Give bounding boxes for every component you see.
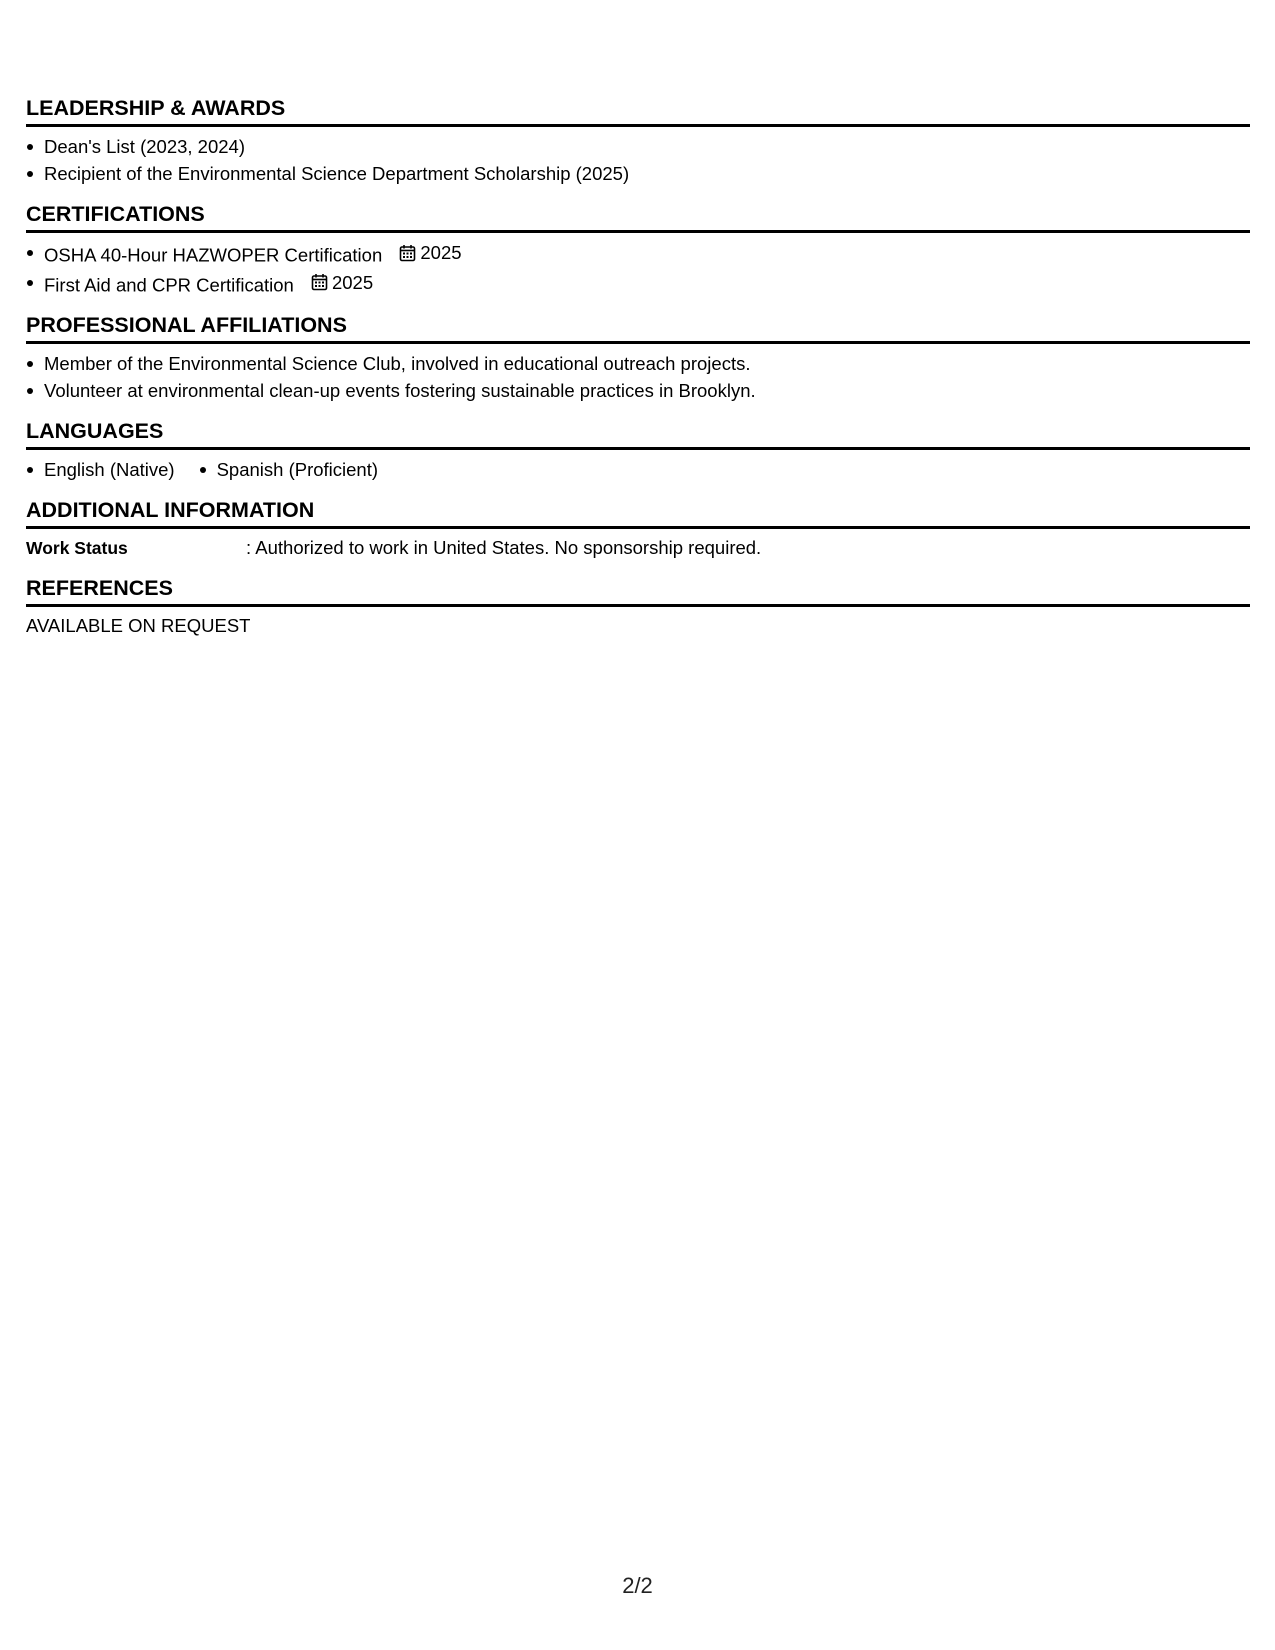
section-title: PROFESSIONAL AFFILIATIONS (26, 313, 347, 337)
section-title: LANGUAGES (26, 419, 164, 443)
bullet-icon (27, 280, 33, 286)
languages-list (26, 456, 1250, 483)
list-item-text: Dean's List (2023, 2024) (44, 136, 245, 157)
certification-name: OSHA 40-Hour HAZWOPER Certification (44, 244, 383, 266)
list-item (26, 350, 1250, 377)
section-divider (26, 341, 1250, 344)
certification-name: First Aid and CPR Certification (44, 274, 294, 295)
language-item (26, 456, 175, 483)
list-item (26, 239, 1250, 269)
section-references (26, 574, 1250, 639)
list-item-text: Volunteer at environmental clean-up events fostering sustainable practices in Brooklyn. (44, 380, 756, 401)
leadership-list (26, 133, 1250, 187)
bullet-icon (27, 250, 33, 256)
info-row-work-status (26, 535, 1250, 561)
list-item (26, 377, 1250, 404)
resume-page (26, 94, 1250, 639)
certification-year: 2025 (331, 271, 374, 293)
section-title: LEADERSHIP & AWARDS (26, 96, 286, 120)
certification-date (399, 239, 461, 266)
certifications-list (26, 239, 1250, 298)
list-item (26, 160, 1250, 187)
language-text: Spanish (Proficient) (216, 459, 379, 480)
bullet-icon (27, 467, 33, 473)
section-professional-affiliations (26, 311, 1250, 404)
section-leadership-awards (26, 94, 1250, 187)
section-additional-information (26, 496, 1250, 561)
certification-year: 2025 (420, 242, 462, 263)
info-value: : Authorized to work in United States. No sponsorship required. (246, 537, 762, 558)
section-divider (26, 604, 1250, 607)
bullet-icon (27, 171, 33, 177)
list-item-text: Recipient of the Environmental Science Department Scholarship (2025) (44, 163, 630, 184)
section-title: ADDITIONAL INFORMATION (26, 498, 315, 522)
calendar-icon (311, 273, 328, 291)
section-divider (26, 124, 1250, 127)
bullet-icon (27, 388, 33, 394)
bullet-icon (27, 361, 33, 367)
affiliations-list (26, 350, 1250, 404)
calendar-icon (399, 244, 416, 262)
section-divider (26, 447, 1250, 450)
bullet-icon (27, 144, 33, 150)
section-languages (26, 417, 1250, 483)
section-certifications (26, 200, 1250, 298)
section-divider (26, 230, 1250, 233)
list-item-text: Member of the Environmental Science Club, involved in educational outreach projects. (44, 353, 751, 374)
references-text: AVAILABLE ON REQUEST (26, 615, 251, 636)
section-title: REFERENCES (26, 576, 173, 600)
section-divider (26, 526, 1250, 529)
language-item (199, 456, 378, 483)
section-title: CERTIFICATIONS (26, 202, 205, 226)
certification-date (311, 269, 373, 296)
page-number: 2/2 (622, 1573, 653, 1598)
list-item (26, 133, 1250, 160)
info-label: Work Status (26, 538, 128, 558)
bullet-icon (200, 467, 206, 473)
language-text: English (Native) (44, 459, 175, 480)
list-item (26, 269, 1250, 299)
